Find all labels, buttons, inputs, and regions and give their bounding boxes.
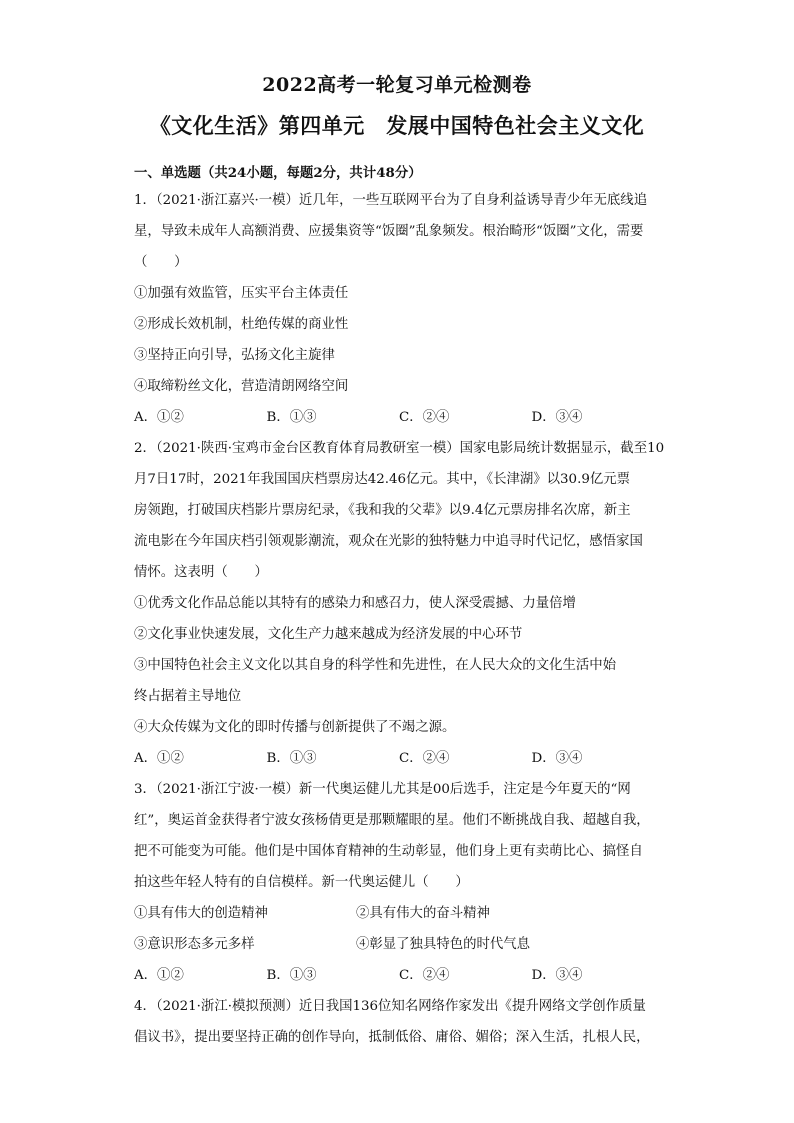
- option-a: A．①②: [134, 968, 184, 983]
- option-c: C．②④: [399, 968, 450, 983]
- answer-options: [134, 743, 664, 774]
- statement-item: ②文化事业快速发展，文化生产力越来越成为经济发展的中心环节: [134, 627, 523, 642]
- question-1: [134, 185, 664, 433]
- statement-item: ③中国特色社会主义文化以其自身的科学性和先进性，在人民大众的文化生活中始: [134, 658, 617, 673]
- statement-row: [134, 898, 664, 929]
- question-text-line: 2．（2021·陕西·宝鸡市金台区教育体育局教研室一模）国家电影局统计数据显示，截至10: [134, 441, 665, 456]
- answer-options: [134, 402, 664, 433]
- option-d: D．③④: [531, 410, 583, 425]
- option-a: A．①②: [134, 751, 184, 766]
- option-b: B．①③: [266, 410, 317, 425]
- option-c: C．②④: [399, 751, 450, 766]
- question-text-line: 房领跑，打破国庆档影片票房纪录，《我和我的父辈》以9.4亿元票房排名次席，新主: [134, 503, 631, 518]
- statement-item: ②形成长效机制，杜绝传媒的商业性: [134, 317, 349, 332]
- statement-item: ④取缔粉丝文化，营造清朗网络空间: [134, 379, 349, 394]
- option-b: B．①③: [266, 751, 317, 766]
- option-b: B．①③: [266, 968, 317, 983]
- section-heading: 一、单选题（共24小题，每题2分，共计48分）: [134, 165, 422, 181]
- statement-item: ①优秀文化作品总能以其特有的感染力和感召力，使人深受震撼、力量倍增: [134, 596, 576, 611]
- statement-item: ④彰显了独具特色的时代气息: [356, 937, 531, 952]
- question-text-line: 月7日17时，2021年我国国庆档票房达42.46亿元。其中，《长津湖》以30.9亿元票: [134, 472, 631, 487]
- question-text-line: 1．（2021·浙江嘉兴·一模）近几年，一些互联网平台为了自身利益诱导青少年无底线追: [134, 193, 648, 208]
- document-title: 2022高考一轮复习单元检测卷: [262, 74, 532, 96]
- document-body: [134, 161, 664, 1053]
- question-4: [134, 991, 664, 1053]
- question-text-line: 拍这些年轻人特有的自信模样。新一代奥运健儿（ ）: [134, 875, 469, 890]
- question-text-line: 倡议书》，提出要坚持正确的创作导向，抵制低俗、庸俗、媚俗；深入生活，扎根人民，: [134, 1030, 650, 1045]
- option-c: C．②④: [399, 410, 450, 425]
- question-3: [134, 774, 664, 991]
- statement-item: ④大众传媒为文化的即时传播与创新提供了不竭之源。: [134, 720, 456, 735]
- statement-item: ③意识形态多元多样: [134, 937, 255, 952]
- question-text-line: （ ）: [134, 255, 188, 270]
- question-text-line: 红”，奥运首金获得者宁波女孩杨倩更是那颗耀眼的星。他们不断挑战自我、超越自我，: [134, 813, 650, 828]
- question-text-line: 星，导致未成年人高额消费、应援集资等“饭圈”乱象频发。根治畸形“饭圈”文化，需要: [134, 224, 644, 239]
- statement-item: ③坚持正向引导，弘扬文化主旋律: [134, 348, 335, 363]
- option-d: D．③④: [531, 751, 583, 766]
- question-text-line: 流电影在今年国庆档引领观影潮流，观众在光影的独特魅力中追寻时代记忆，感悟家国: [134, 534, 643, 549]
- answer-options: [134, 960, 664, 991]
- question-text-line: 4．（2021·浙江·模拟预测）近日我国136位知名网络作家发出《提升网络文学创作质量: [134, 999, 646, 1014]
- question-2: [134, 433, 664, 774]
- statement-row: [134, 929, 664, 960]
- question-text-line: 把不可能变为可能。他们是中国体育精神的生动彰显，他们身上更有卖萌比心、搞怪自: [134, 844, 643, 859]
- document-subtitle: 《文化生活》第四单元 发展中国特色社会主义文化: [149, 113, 645, 138]
- option-d: D．③④: [531, 968, 583, 983]
- option-a: A．①②: [134, 410, 184, 425]
- statement-item: 终占据着主导地位: [134, 689, 242, 704]
- question-text-line: 情怀。这表明（ ）: [134, 565, 268, 580]
- question-text-line: 3．（2021·浙江宁波·一模）新一代奥运健儿尤其是00后选手，注定是今年夏天的“网: [134, 782, 631, 797]
- statement-item: ②具有伟大的奋斗精神: [356, 906, 490, 921]
- statement-item: ①加强有效监管，压实平台主体责任: [134, 286, 349, 301]
- statement-item: ①具有伟大的创造精神: [134, 906, 268, 921]
